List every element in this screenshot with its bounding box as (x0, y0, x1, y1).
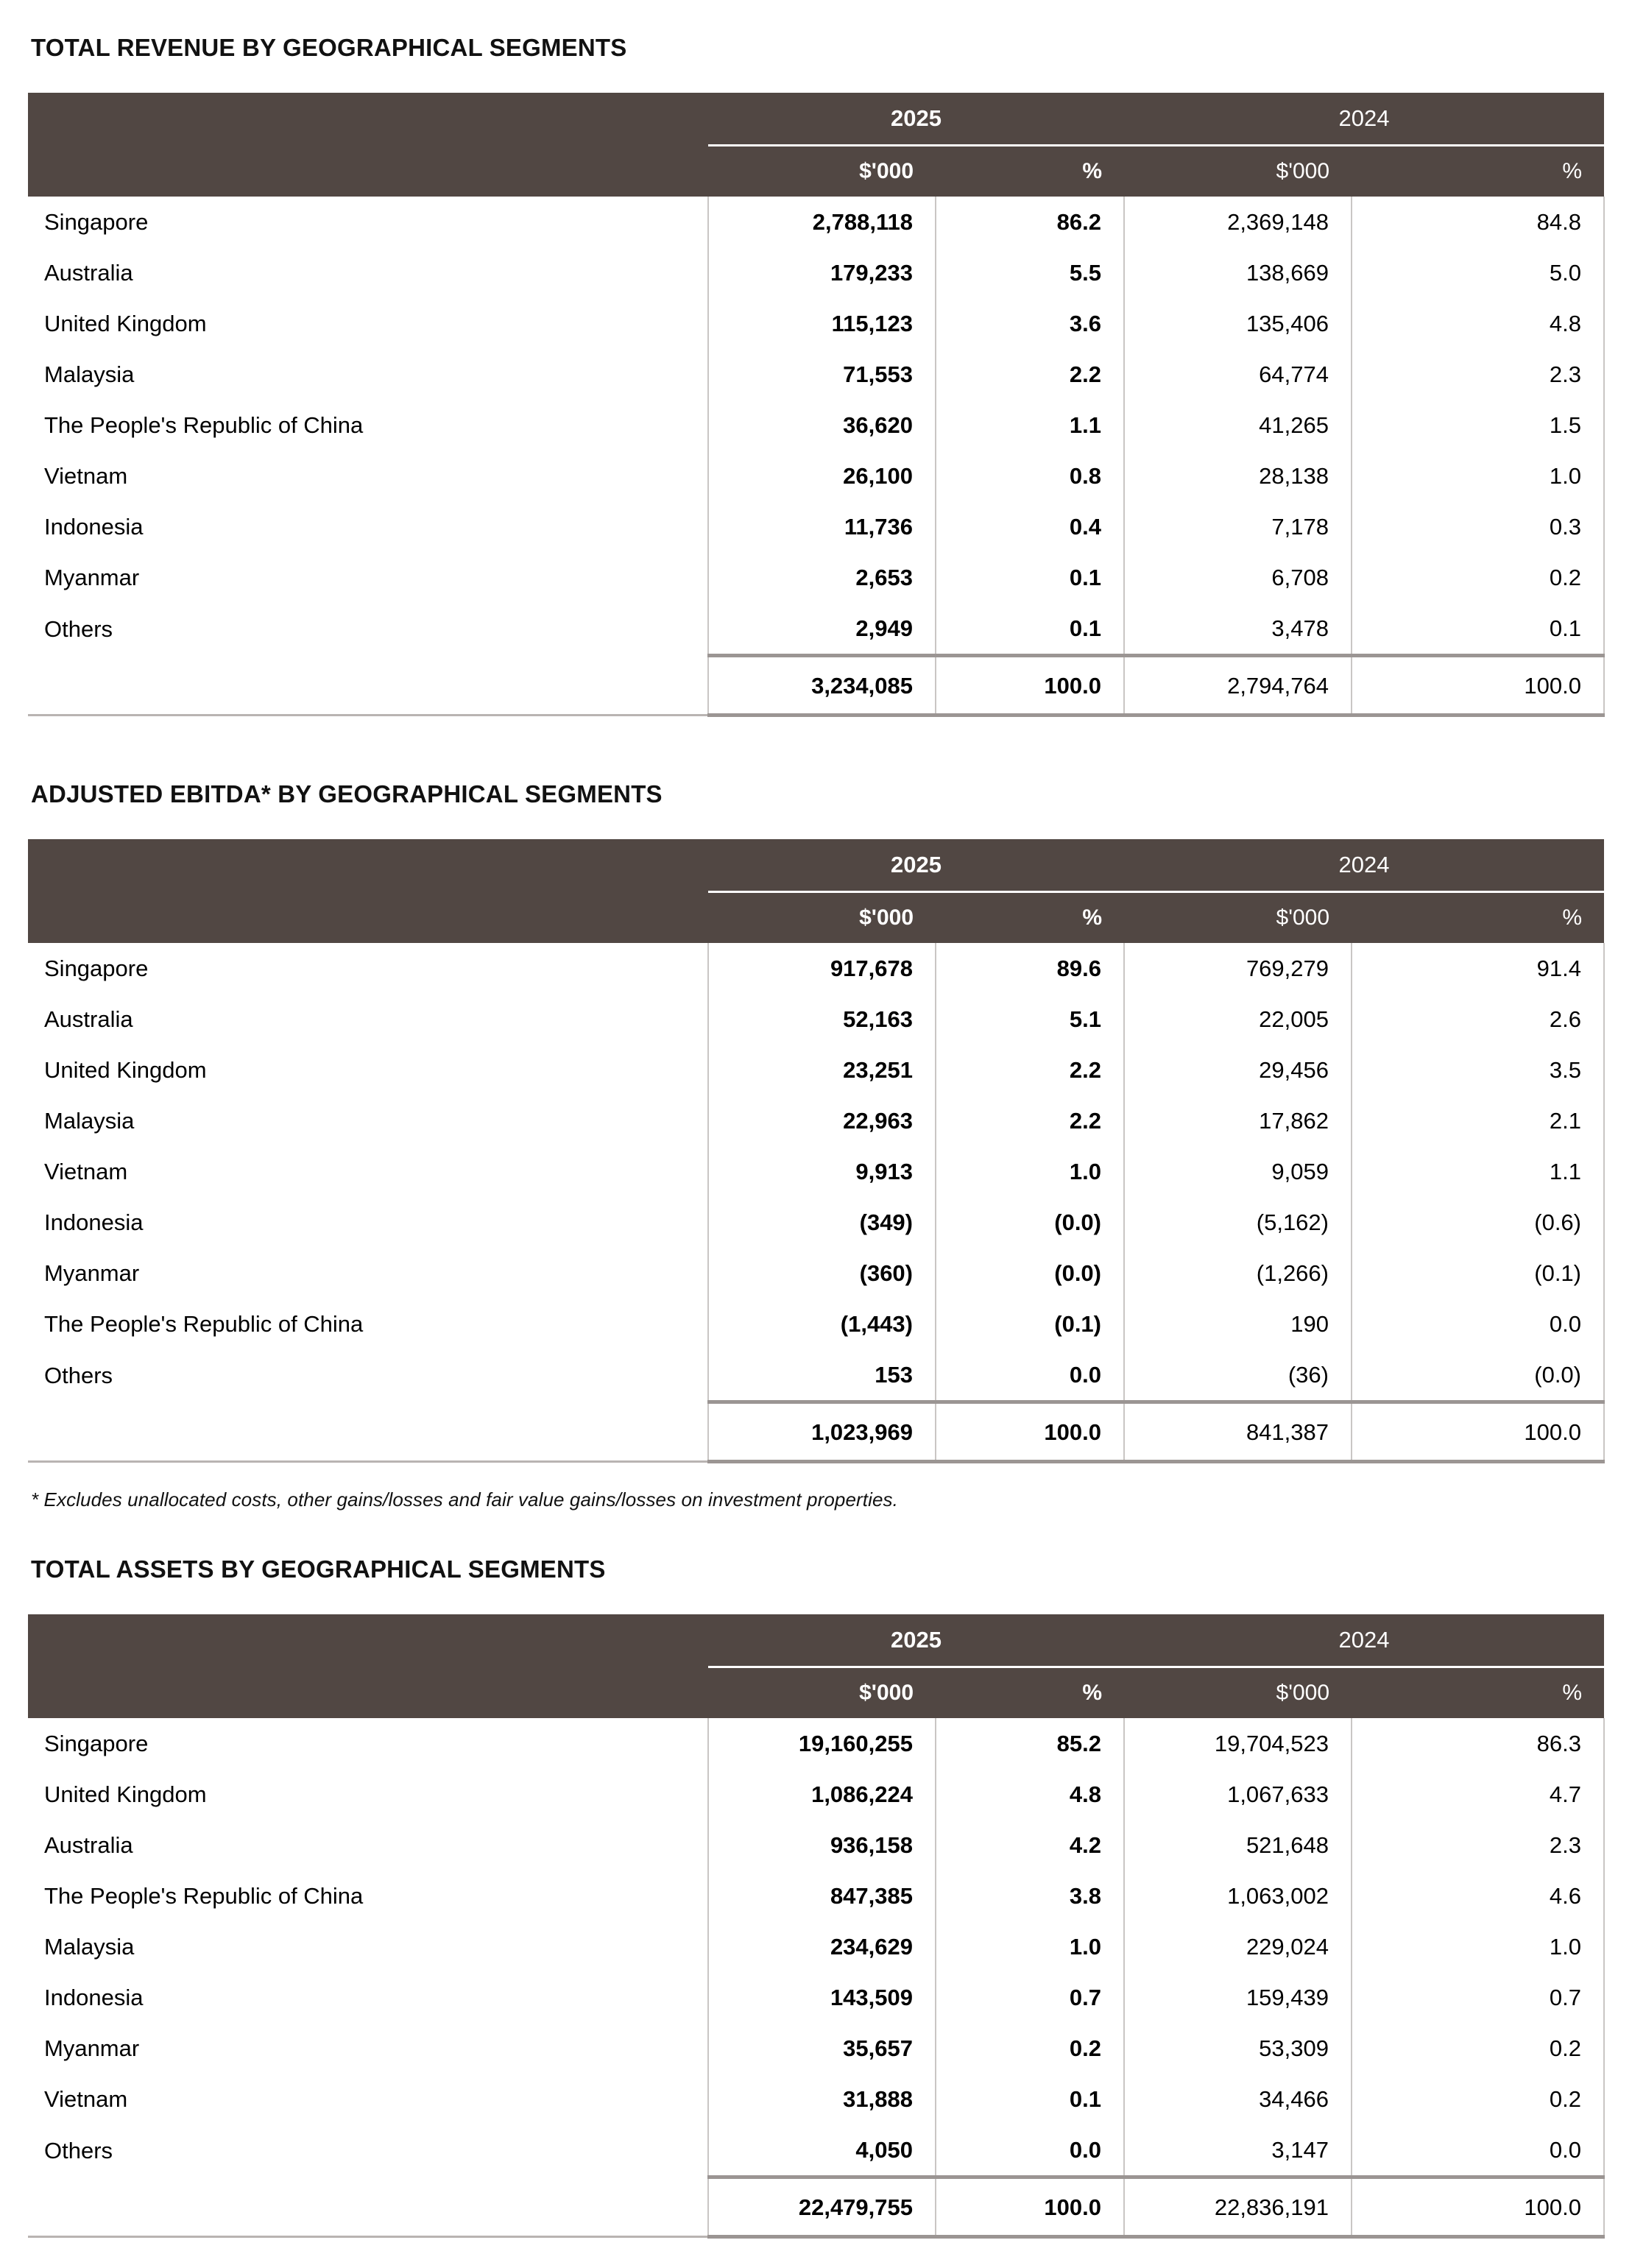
total-label (28, 1402, 708, 1462)
cell-amount-2024: 6,708 (1124, 552, 1352, 603)
row-label: Singapore (28, 1718, 708, 1769)
bottom-rule-cell (708, 2237, 936, 2239)
table-row (28, 298, 1604, 349)
cell-percent-2025: 1.0 (936, 1921, 1124, 1972)
header-pct-2025: % (936, 146, 1124, 197)
cell-percent-2024: 0.0 (1352, 1299, 1604, 1349)
row-label: Others (28, 1349, 708, 1402)
table-row (28, 943, 1604, 994)
cell-amount-2024: 190 (1124, 1299, 1352, 1349)
total-percent-2025: 100.0 (936, 656, 1124, 716)
cell-amount-2024: 2,369,148 (1124, 197, 1352, 247)
table-row (28, 1197, 1604, 1248)
cell-amount-2024: 22,005 (1124, 994, 1352, 1045)
header-year-2025: 2025 (708, 93, 1124, 144)
cell-amount-2025: 35,657 (708, 2023, 936, 2074)
section-spacer (29, 717, 1603, 780)
table-bottom-rule (28, 2237, 1604, 2239)
cell-percent-2025: 0.4 (936, 501, 1124, 552)
cell-percent-2024: 2.1 (1352, 1095, 1604, 1146)
cell-percent-2025: 89.6 (936, 943, 1124, 994)
total-amount-2024: 22,836,191 (1124, 2177, 1352, 2237)
cell-percent-2025: 0.0 (936, 1349, 1124, 1402)
table-row (28, 1921, 1604, 1972)
cell-amount-2024: 17,862 (1124, 1095, 1352, 1146)
header-pct-2024: % (1352, 146, 1604, 197)
header-pct-2024: % (1352, 893, 1604, 943)
cell-amount-2025: 917,678 (708, 943, 936, 994)
cell-amount-2024: 135,406 (1124, 298, 1352, 349)
header-pct-2025: % (936, 1668, 1124, 1718)
cell-percent-2024: 0.1 (1352, 603, 1604, 656)
row-label: Australia (28, 994, 708, 1045)
cell-amount-2025: 11,736 (708, 501, 936, 552)
cell-percent-2024: 86.3 (1352, 1718, 1604, 1769)
cell-amount-2025: (349) (708, 1197, 936, 1248)
table-row (28, 400, 1604, 451)
table-total-row (28, 1402, 1604, 1462)
cell-amount-2024: 64,774 (1124, 349, 1352, 400)
cell-percent-2025: 5.1 (936, 994, 1124, 1045)
row-label: Others (28, 2124, 708, 2177)
total-percent-2024: 100.0 (1352, 656, 1604, 716)
total-amount-2025: 22,479,755 (708, 2177, 936, 2237)
cell-percent-2025: 0.1 (936, 603, 1124, 656)
table-row (28, 1718, 1604, 1769)
cell-amount-2024: 19,704,523 (1124, 1718, 1352, 1769)
row-label: United Kingdom (28, 1045, 708, 1095)
total-percent-2025: 100.0 (936, 1402, 1124, 1462)
cell-amount-2024: 41,265 (1124, 400, 1352, 451)
cell-percent-2025: 0.0 (936, 2124, 1124, 2177)
cell-percent-2025: 0.1 (936, 2074, 1124, 2124)
ebitda-footnote: * Excludes unallocated costs, other gains/losses and fair value gains/losses on investment properties. (31, 1488, 898, 1511)
section-total-revenue (29, 34, 1603, 717)
row-label: Australia (28, 1820, 708, 1870)
cell-amount-2025: 36,620 (708, 400, 936, 451)
cell-percent-2025: 0.8 (936, 451, 1124, 501)
table-row (28, 994, 1604, 1045)
table-row (28, 1248, 1604, 1299)
header-unit-2025: $'000 (708, 893, 936, 943)
cell-amount-2025: 234,629 (708, 1921, 936, 1972)
cell-amount-2025: 71,553 (708, 349, 936, 400)
table-row (28, 1820, 1604, 1870)
total-amount-2025: 3,234,085 (708, 656, 936, 716)
cell-percent-2024: (0.1) (1352, 1248, 1604, 1299)
table-header (28, 93, 1604, 197)
cell-percent-2025: 3.6 (936, 298, 1124, 349)
cell-amount-2024: 1,063,002 (1124, 1870, 1352, 1921)
cell-amount-2025: 19,160,255 (708, 1718, 936, 1769)
table-row (28, 2023, 1604, 2074)
cell-percent-2024: 4.8 (1352, 298, 1604, 349)
cell-percent-2024: 1.0 (1352, 451, 1604, 501)
header-spacer (28, 839, 708, 891)
bottom-rule-cell (936, 1462, 1124, 1464)
bottom-rule-label (28, 1462, 708, 1464)
cell-amount-2024: 28,138 (1124, 451, 1352, 501)
cell-amount-2024: 7,178 (1124, 501, 1352, 552)
table-row (28, 1095, 1604, 1146)
cell-percent-2024: 3.5 (1352, 1045, 1604, 1095)
cell-amount-2024: 1,067,633 (1124, 1769, 1352, 1820)
section-spacer (29, 1511, 1603, 1555)
cell-percent-2025: 0.1 (936, 552, 1124, 603)
cell-amount-2025: 4,050 (708, 2124, 936, 2177)
header-spacer (28, 1614, 708, 1666)
header-row-years (28, 1614, 1604, 1666)
cell-percent-2024: 4.6 (1352, 1870, 1604, 1921)
cell-percent-2024: 0.7 (1352, 1972, 1604, 2023)
row-label: Indonesia (28, 1972, 708, 2023)
bottom-rule-cell (1124, 1462, 1352, 1464)
bottom-rule-cell (1124, 2237, 1352, 2239)
header-year-2025: 2025 (708, 1614, 1124, 1666)
cell-amount-2024: 769,279 (1124, 943, 1352, 994)
row-label: Malaysia (28, 1095, 708, 1146)
total-percent-2024: 100.0 (1352, 1402, 1604, 1462)
cell-percent-2024: 0.3 (1352, 501, 1604, 552)
cell-percent-2024: (0.0) (1352, 1349, 1604, 1402)
cell-percent-2024: 2.3 (1352, 349, 1604, 400)
row-label: Vietnam (28, 1146, 708, 1197)
cell-amount-2024: (36) (1124, 1349, 1352, 1402)
header-year-2024: 2024 (1124, 93, 1604, 144)
cell-amount-2025: 115,123 (708, 298, 936, 349)
cell-amount-2024: 3,147 (1124, 2124, 1352, 2177)
row-label: Australia (28, 247, 708, 298)
header-row-units (28, 1668, 1604, 1718)
row-label: United Kingdom (28, 298, 708, 349)
section-total-assets (29, 1555, 1603, 2239)
cell-percent-2025: 0.7 (936, 1972, 1124, 2023)
table-total-row (28, 2177, 1604, 2237)
cell-amount-2024: 229,024 (1124, 1921, 1352, 1972)
cell-amount-2024: 9,059 (1124, 1146, 1352, 1197)
table-body (28, 1718, 1604, 2239)
header-row-units (28, 893, 1604, 943)
row-label: The People's Republic of China (28, 1870, 708, 1921)
cell-percent-2024: 1.5 (1352, 400, 1604, 451)
total-percent-2024: 100.0 (1352, 2177, 1604, 2237)
segment-table (28, 839, 1605, 1463)
cell-amount-2025: (1,443) (708, 1299, 936, 1349)
cell-percent-2025: 86.2 (936, 197, 1124, 247)
section-adjusted-ebitda (29, 780, 1603, 1511)
row-label: The People's Republic of China (28, 400, 708, 451)
cell-percent-2024: 1.1 (1352, 1146, 1604, 1197)
cell-amount-2025: 847,385 (708, 1870, 936, 1921)
row-label: The People's Republic of China (28, 1299, 708, 1349)
row-label: Malaysia (28, 1921, 708, 1972)
cell-percent-2024: 0.2 (1352, 552, 1604, 603)
cell-percent-2024: 1.0 (1352, 1921, 1604, 1972)
cell-percent-2025: 0.2 (936, 2023, 1124, 2074)
cell-amount-2024: (1,266) (1124, 1248, 1352, 1299)
cell-amount-2025: 1,086,224 (708, 1769, 936, 1820)
cell-percent-2025: 2.2 (936, 1095, 1124, 1146)
cell-amount-2025: 22,963 (708, 1095, 936, 1146)
table-row (28, 1769, 1604, 1820)
header-spacer-2 (28, 1668, 708, 1718)
segment-table (28, 93, 1605, 717)
row-label: Others (28, 603, 708, 656)
table-row (28, 1972, 1604, 2023)
cell-amount-2025: 936,158 (708, 1820, 936, 1870)
cell-amount-2024: 159,439 (1124, 1972, 1352, 2023)
header-year-2024: 2024 (1124, 1614, 1604, 1666)
header-year-2025: 2025 (708, 839, 1124, 891)
cell-amount-2025: 2,788,118 (708, 197, 936, 247)
table-row (28, 247, 1604, 298)
header-unit-2025: $'000 (708, 1668, 936, 1718)
table-row (28, 349, 1604, 400)
header-unit-2025: $'000 (708, 146, 936, 197)
cell-percent-2025: (0.0) (936, 1197, 1124, 1248)
cell-amount-2024: 521,648 (1124, 1820, 1352, 1870)
cell-percent-2025: 3.8 (936, 1870, 1124, 1921)
header-pct-2025: % (936, 893, 1124, 943)
header-unit-2024: $'000 (1124, 146, 1352, 197)
cell-percent-2024: 2.6 (1352, 994, 1604, 1045)
cell-amount-2025: 2,653 (708, 552, 936, 603)
cell-percent-2025: (0.0) (936, 1248, 1124, 1299)
header-unit-2024: $'000 (1124, 1668, 1352, 1718)
cell-percent-2024: 4.7 (1352, 1769, 1604, 1820)
table-row (28, 1299, 1604, 1349)
table-row (28, 1349, 1604, 1402)
total-label (28, 2177, 708, 2237)
cell-percent-2025: 4.2 (936, 1820, 1124, 1870)
cell-amount-2025: 179,233 (708, 247, 936, 298)
cell-amount-2025: 52,163 (708, 994, 936, 1045)
total-amount-2024: 841,387 (1124, 1402, 1352, 1462)
cell-amount-2024: (5,162) (1124, 1197, 1352, 1248)
cell-percent-2024: (0.6) (1352, 1197, 1604, 1248)
cell-amount-2025: 26,100 (708, 451, 936, 501)
cell-amount-2025: 2,949 (708, 603, 936, 656)
header-year-2024: 2024 (1124, 839, 1604, 891)
row-label: Myanmar (28, 2023, 708, 2074)
cell-percent-2025: 5.5 (936, 247, 1124, 298)
table-row (28, 451, 1604, 501)
cell-percent-2024: 84.8 (1352, 197, 1604, 247)
table-bottom-rule (28, 1462, 1604, 1464)
cell-amount-2025: 143,509 (708, 1972, 936, 2023)
cell-percent-2024: 2.3 (1352, 1820, 1604, 1870)
cell-percent-2025: 2.2 (936, 1045, 1124, 1095)
cell-percent-2024: 0.2 (1352, 2074, 1604, 2124)
cell-percent-2024: 5.0 (1352, 247, 1604, 298)
header-row-years (28, 93, 1604, 144)
row-label: Singapore (28, 197, 708, 247)
cell-percent-2025: 1.0 (936, 1146, 1124, 1197)
header-row-years (28, 839, 1604, 891)
cell-percent-2025: 85.2 (936, 1718, 1124, 1769)
cell-amount-2025: 153 (708, 1349, 936, 1402)
section-title: TOTAL ASSETS BY GEOGRAPHICAL SEGMENTS (31, 1555, 606, 1583)
table-body (28, 197, 1604, 717)
row-label: Indonesia (28, 1197, 708, 1248)
cell-amount-2025: 23,251 (708, 1045, 936, 1095)
bottom-rule-cell (1352, 1462, 1604, 1464)
header-spacer (28, 93, 708, 144)
cell-amount-2024: 3,478 (1124, 603, 1352, 656)
table-header (28, 1614, 1604, 1718)
row-label: United Kingdom (28, 1769, 708, 1820)
section-title: TOTAL REVENUE BY GEOGRAPHICAL SEGMENTS (31, 34, 627, 61)
cell-amount-2024: 34,466 (1124, 2074, 1352, 2124)
table-row (28, 197, 1604, 247)
cell-percent-2024: 0.2 (1352, 2023, 1604, 2074)
cell-percent-2025: 2.2 (936, 349, 1124, 400)
cell-percent-2025: 1.1 (936, 400, 1124, 451)
row-label: Myanmar (28, 552, 708, 603)
table-row (28, 603, 1604, 656)
cell-percent-2024: 91.4 (1352, 943, 1604, 994)
table-row (28, 1870, 1604, 1921)
table-row (28, 501, 1604, 552)
bottom-rule-cell (1352, 2237, 1604, 2239)
cell-percent-2025: 4.8 (936, 1769, 1124, 1820)
cell-amount-2024: 29,456 (1124, 1045, 1352, 1095)
cell-amount-2024: 138,669 (1124, 247, 1352, 298)
table-body (28, 943, 1604, 1463)
bottom-rule-cell (936, 2237, 1124, 2239)
total-amount-2025: 1,023,969 (708, 1402, 936, 1462)
row-label: Myanmar (28, 1248, 708, 1299)
total-percent-2025: 100.0 (936, 2177, 1124, 2237)
table-row (28, 1146, 1604, 1197)
row-label: Malaysia (28, 349, 708, 400)
table-header (28, 839, 1604, 943)
bottom-rule-label (28, 2237, 708, 2239)
row-label: Singapore (28, 943, 708, 994)
header-unit-2024: $'000 (1124, 893, 1352, 943)
cell-amount-2024: 53,309 (1124, 2023, 1352, 2074)
header-pct-2024: % (1352, 1668, 1604, 1718)
section-title: ADJUSTED EBITDA* BY GEOGRAPHICAL SEGMENTS (31, 780, 663, 808)
row-label: Vietnam (28, 2074, 708, 2124)
cell-percent-2025: (0.1) (936, 1299, 1124, 1349)
cell-percent-2024: 0.0 (1352, 2124, 1604, 2177)
cell-amount-2025: 31,888 (708, 2074, 936, 2124)
cell-amount-2025: 9,913 (708, 1146, 936, 1197)
total-label (28, 656, 708, 716)
header-row-units (28, 146, 1604, 197)
header-spacer-2 (28, 893, 708, 943)
segment-table (28, 1614, 1605, 2239)
row-label: Indonesia (28, 501, 708, 552)
total-amount-2024: 2,794,764 (1124, 656, 1352, 716)
table-row (28, 2074, 1604, 2124)
bottom-rule-cell (708, 1462, 936, 1464)
cell-amount-2025: (360) (708, 1248, 936, 1299)
table-total-row (28, 656, 1604, 716)
table-row (28, 2124, 1604, 2177)
header-spacer-2 (28, 146, 708, 197)
row-label: Vietnam (28, 451, 708, 501)
table-row (28, 552, 1604, 603)
table-row (28, 1045, 1604, 1095)
